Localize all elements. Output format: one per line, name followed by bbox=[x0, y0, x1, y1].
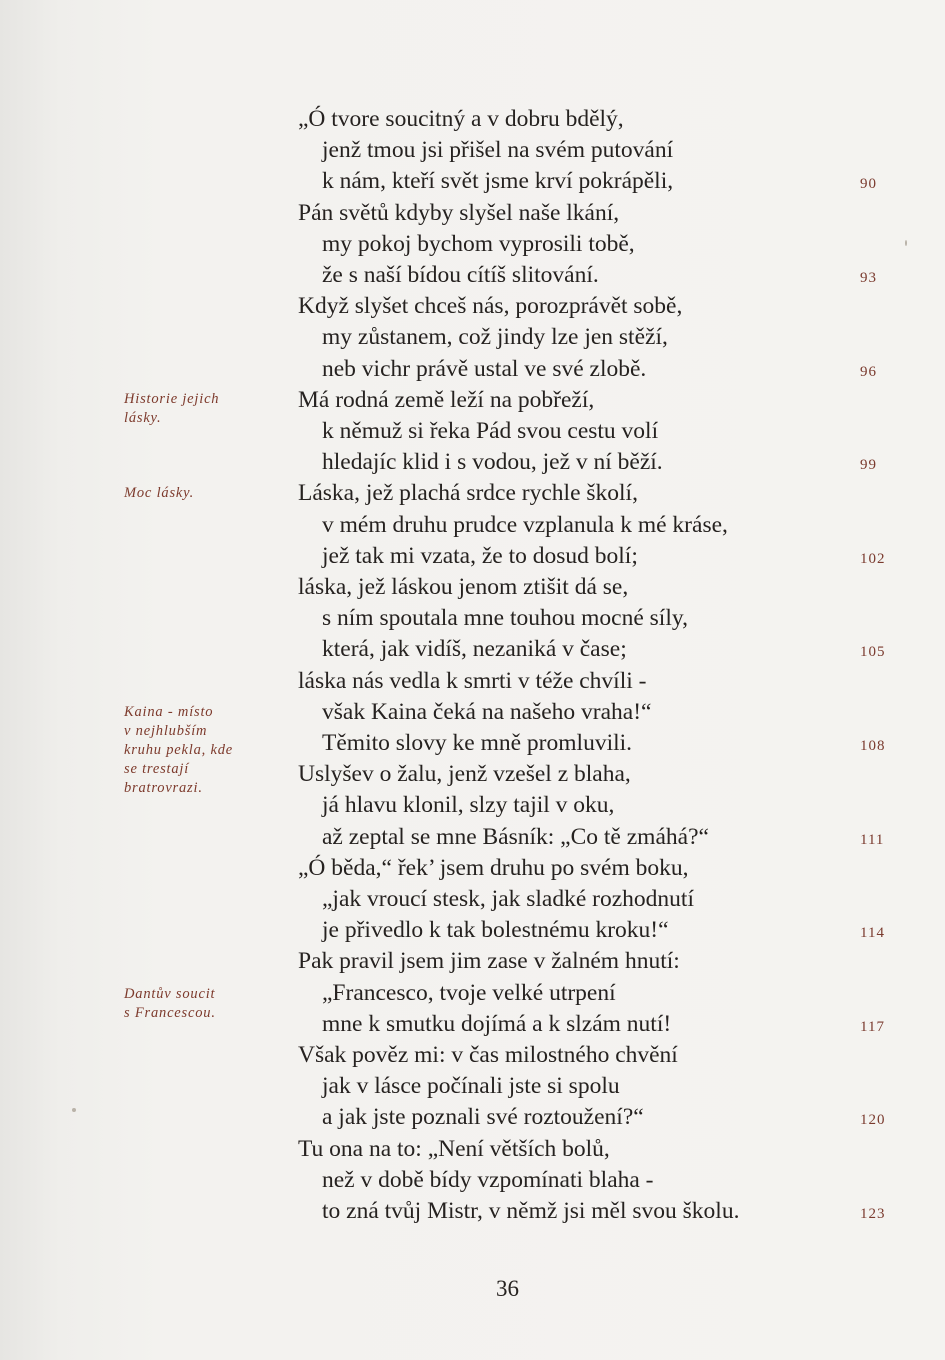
verse-line: my pokoj bychom vyprosili tobě, bbox=[322, 230, 635, 257]
line-number: 105 bbox=[860, 644, 886, 661]
margin-note-line: v nejhlubším bbox=[124, 723, 208, 739]
verse-line: Tu ona na to: „Není větších bolů, bbox=[298, 1135, 610, 1162]
margin-note-line: lásky. bbox=[124, 410, 162, 426]
line-number: 96 bbox=[860, 363, 877, 380]
verse-line: jak v lásce počínali jste si spolu bbox=[322, 1073, 620, 1100]
verse-line: „Francesco, tvoje velké utrpení bbox=[322, 979, 616, 1006]
verse-line: než v době bídy vzpomínati blaha - bbox=[322, 1166, 654, 1193]
verse-line: k nám, kteří svět jsme krví pokrápěli, bbox=[322, 168, 674, 195]
verse-line: láska nás vedla k smrti v téže chvíli - bbox=[298, 667, 647, 694]
margin-note-line: Dantův soucit bbox=[124, 986, 216, 1002]
margin-note-line: kruhu pekla, kde bbox=[124, 742, 234, 758]
margin-note-kaina bbox=[124, 703, 274, 798]
verse-line: já hlavu klonil, slzy tajil v oku, bbox=[322, 792, 615, 819]
verse-line: neb vichr právě ustal ve své zlobě. bbox=[322, 355, 647, 382]
line-number: 120 bbox=[860, 1112, 886, 1129]
page-number: 36 bbox=[496, 1276, 519, 1301]
verse-line: je přivedlo k tak bolestnému kroku!“ bbox=[322, 917, 669, 944]
verse-line: to zná tvůj Mistr, v němž jsi měl svou školu. bbox=[322, 1198, 740, 1224]
verse-line: mne k smutku dojímá a k slzám nutí! bbox=[322, 1010, 672, 1037]
verse-line: Má rodná země leží na pobřeží, bbox=[298, 386, 595, 413]
line-number: 93 bbox=[860, 270, 877, 286]
verse-line: my zůstanem, což jindy lze jen stěží, bbox=[322, 324, 668, 351]
verse-line: Když slyšet chceš nás, porozprávět sobě, bbox=[298, 293, 683, 320]
line-number: 111 bbox=[860, 831, 885, 848]
line-number: 117 bbox=[860, 1018, 885, 1035]
verse-line: však Kaina čeká na našeho vraha!“ bbox=[322, 698, 652, 725]
verse-line: jenž tmou jsi přišel na svém putování bbox=[322, 137, 674, 164]
margin-note-history bbox=[124, 390, 274, 428]
line-number: 123 bbox=[860, 1206, 886, 1222]
verse-line: s ním spoutala mne touhou mocné síly, bbox=[322, 605, 688, 632]
verse-line: k němuž si řeka Pád svou cestu volí bbox=[322, 418, 659, 444]
margin-note-line: Kaina - místo bbox=[124, 704, 214, 720]
verse-line: láska, jež láskou jenom ztišit dá se, bbox=[298, 574, 629, 600]
line-number: 114 bbox=[860, 925, 885, 942]
verse-line: v mém druhu prudce vzplanula k mé kráse, bbox=[322, 511, 728, 538]
verse-line: že s naší bídou cítíš slitování. bbox=[322, 262, 599, 288]
verse-line: „jak vroucí stesk, jak sladké rozhodnutí bbox=[322, 886, 694, 912]
paper-speck bbox=[905, 240, 907, 246]
verse-line: Pak pravil jsem jim zase v žalném hnutí: bbox=[298, 948, 680, 975]
line-number: 90 bbox=[860, 176, 877, 193]
margin-note-line: Historie jejich bbox=[124, 391, 220, 407]
verse-line: Pán světů kdyby slyšel naše lkání, bbox=[298, 199, 620, 226]
verse-line: Uslyšev o žalu, jenž vzešel z blaha, bbox=[298, 761, 631, 788]
verse-line: jež tak mi vzata, že to dosud bolí; bbox=[322, 542, 638, 569]
margin-note-power-of-love bbox=[124, 484, 274, 503]
line-number: 102 bbox=[860, 550, 886, 567]
verse-line: až zeptal se mne Básník: „Co tě zmáhá?“ bbox=[322, 823, 709, 850]
margin-note-line: Moc lásky. bbox=[124, 485, 195, 501]
verse-line: Však pověz mi: v čas milostného chvění bbox=[298, 1042, 678, 1068]
verse-line: „Ó běda,“ řek’ jsem druhu po svém boku, bbox=[298, 854, 689, 881]
margin-note-dante-compassion bbox=[124, 985, 274, 1023]
verse-line: Těmito slovy ke mně promluvili. bbox=[322, 730, 633, 756]
verse-line: Láska, jež plachá srdce rychle školí, bbox=[298, 480, 638, 507]
verse-line: „Ó tvore soucitný a v dobru bdělý, bbox=[298, 106, 624, 132]
margin-note-line: s Francescou. bbox=[124, 1005, 216, 1021]
paper-speck bbox=[72, 1108, 76, 1112]
verse-line: která, jak vidíš, nezaniká v čase; bbox=[322, 636, 627, 663]
margin-note-line: se trestají bbox=[124, 761, 190, 777]
line-number: 108 bbox=[860, 738, 886, 754]
line-number: 99 bbox=[860, 457, 877, 474]
margin-note-line: bratrovrazi. bbox=[124, 780, 203, 796]
verse-line: a jak jste poznali své roztoužení?“ bbox=[322, 1104, 644, 1131]
verse-line: hledajíc klid i s vodou, jež v ní běží. bbox=[322, 449, 663, 476]
